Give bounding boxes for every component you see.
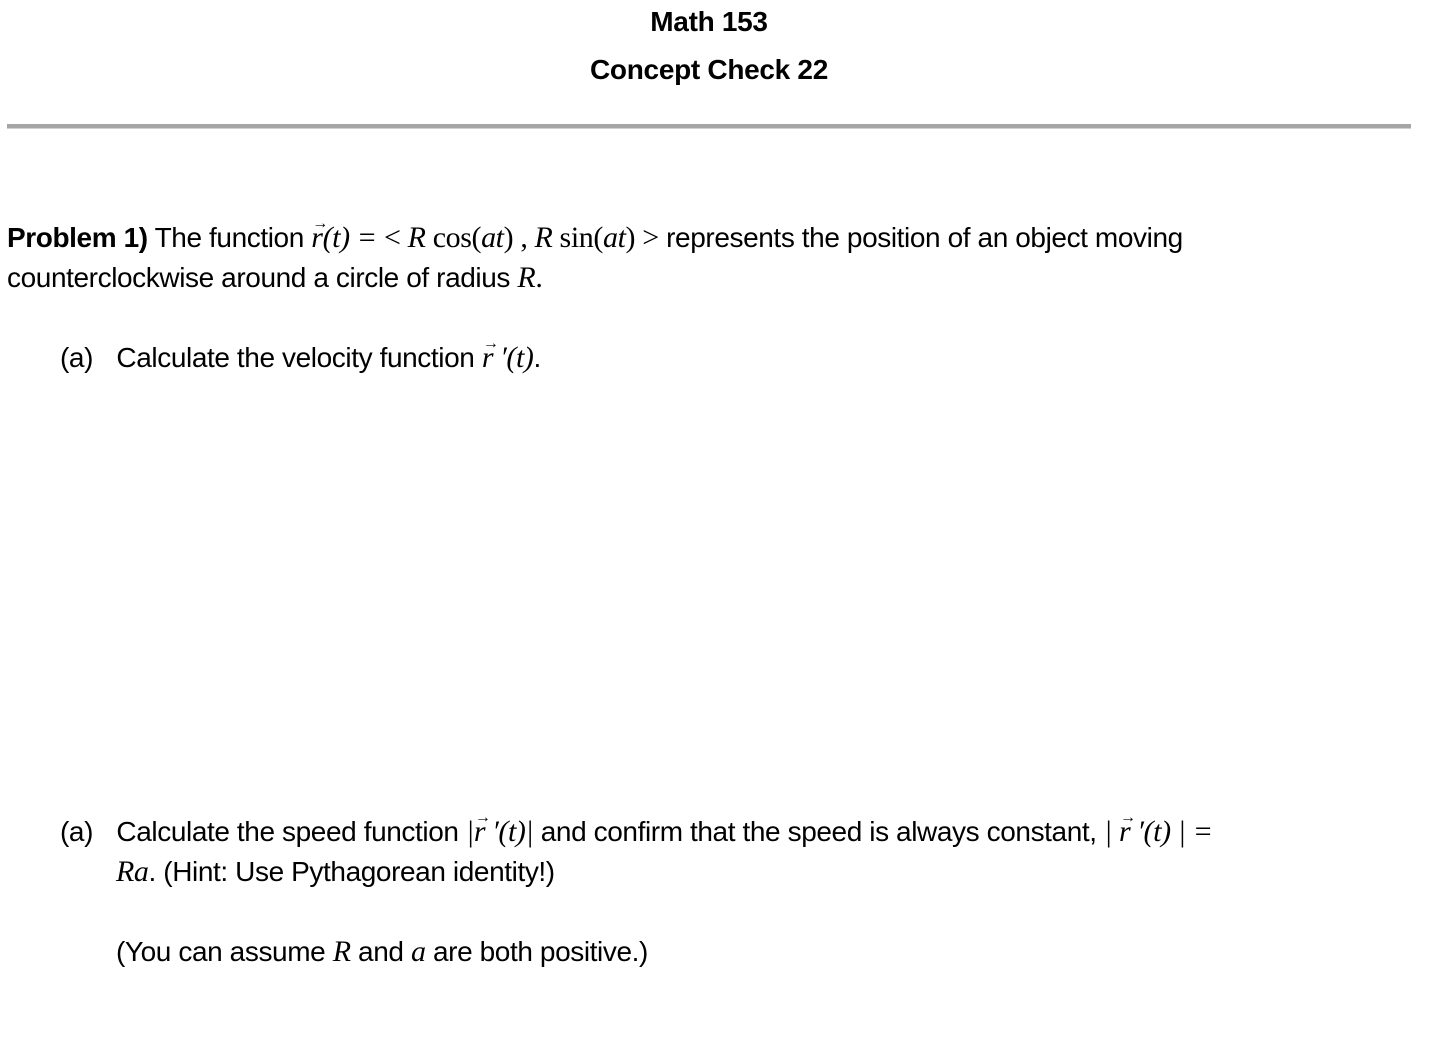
velocity-math: → r ′(t) xyxy=(482,341,534,374)
page-title: Concept Check 22 xyxy=(590,54,828,85)
problem-label: Problem 1) xyxy=(7,222,148,253)
vector-arrow-icon: → r xyxy=(1119,812,1130,852)
position-function-lhs: → r(t) = xyxy=(311,221,376,254)
problem-intro-rest: represents the position of an object moving xyxy=(666,222,1183,253)
part-label: (a) xyxy=(60,816,94,847)
problem-1-line-2: counterclockwise around a circle of radius R. xyxy=(7,261,543,294)
problem-intro: The function xyxy=(154,222,304,253)
assumption-note: (You can assume R and a are both positive.) xyxy=(116,935,648,968)
speed-math: |→ r ′(t)| xyxy=(466,815,533,848)
part-a-speed-line-1: (a) Calculate the speed function |→ r ′(t)| and confirm that the speed is always constant, | → r ′(t) | = xyxy=(60,812,1213,852)
speed-equation: | → r ′(t) | = xyxy=(1104,815,1213,848)
part-a-speed-line-2: Ra. (Hint: Use Pythagorean identity!) xyxy=(116,855,555,888)
header-divider xyxy=(7,124,1411,129)
vector-arrow-icon: → r xyxy=(311,218,322,258)
position-function-rhs: < R cos(at) , R sin(at) > xyxy=(384,221,659,254)
part-a-velocity: (a) Calculate the velocity function → r ′(t). xyxy=(60,338,541,378)
answer-space-a xyxy=(60,390,1400,800)
vector-arrow-icon: → r xyxy=(482,338,493,378)
course-title: Math 153 xyxy=(650,6,768,37)
vector-arrow-icon: → r xyxy=(474,812,485,852)
part-label: (a) xyxy=(60,342,94,373)
problem-1-line-1 xyxy=(7,218,1183,258)
